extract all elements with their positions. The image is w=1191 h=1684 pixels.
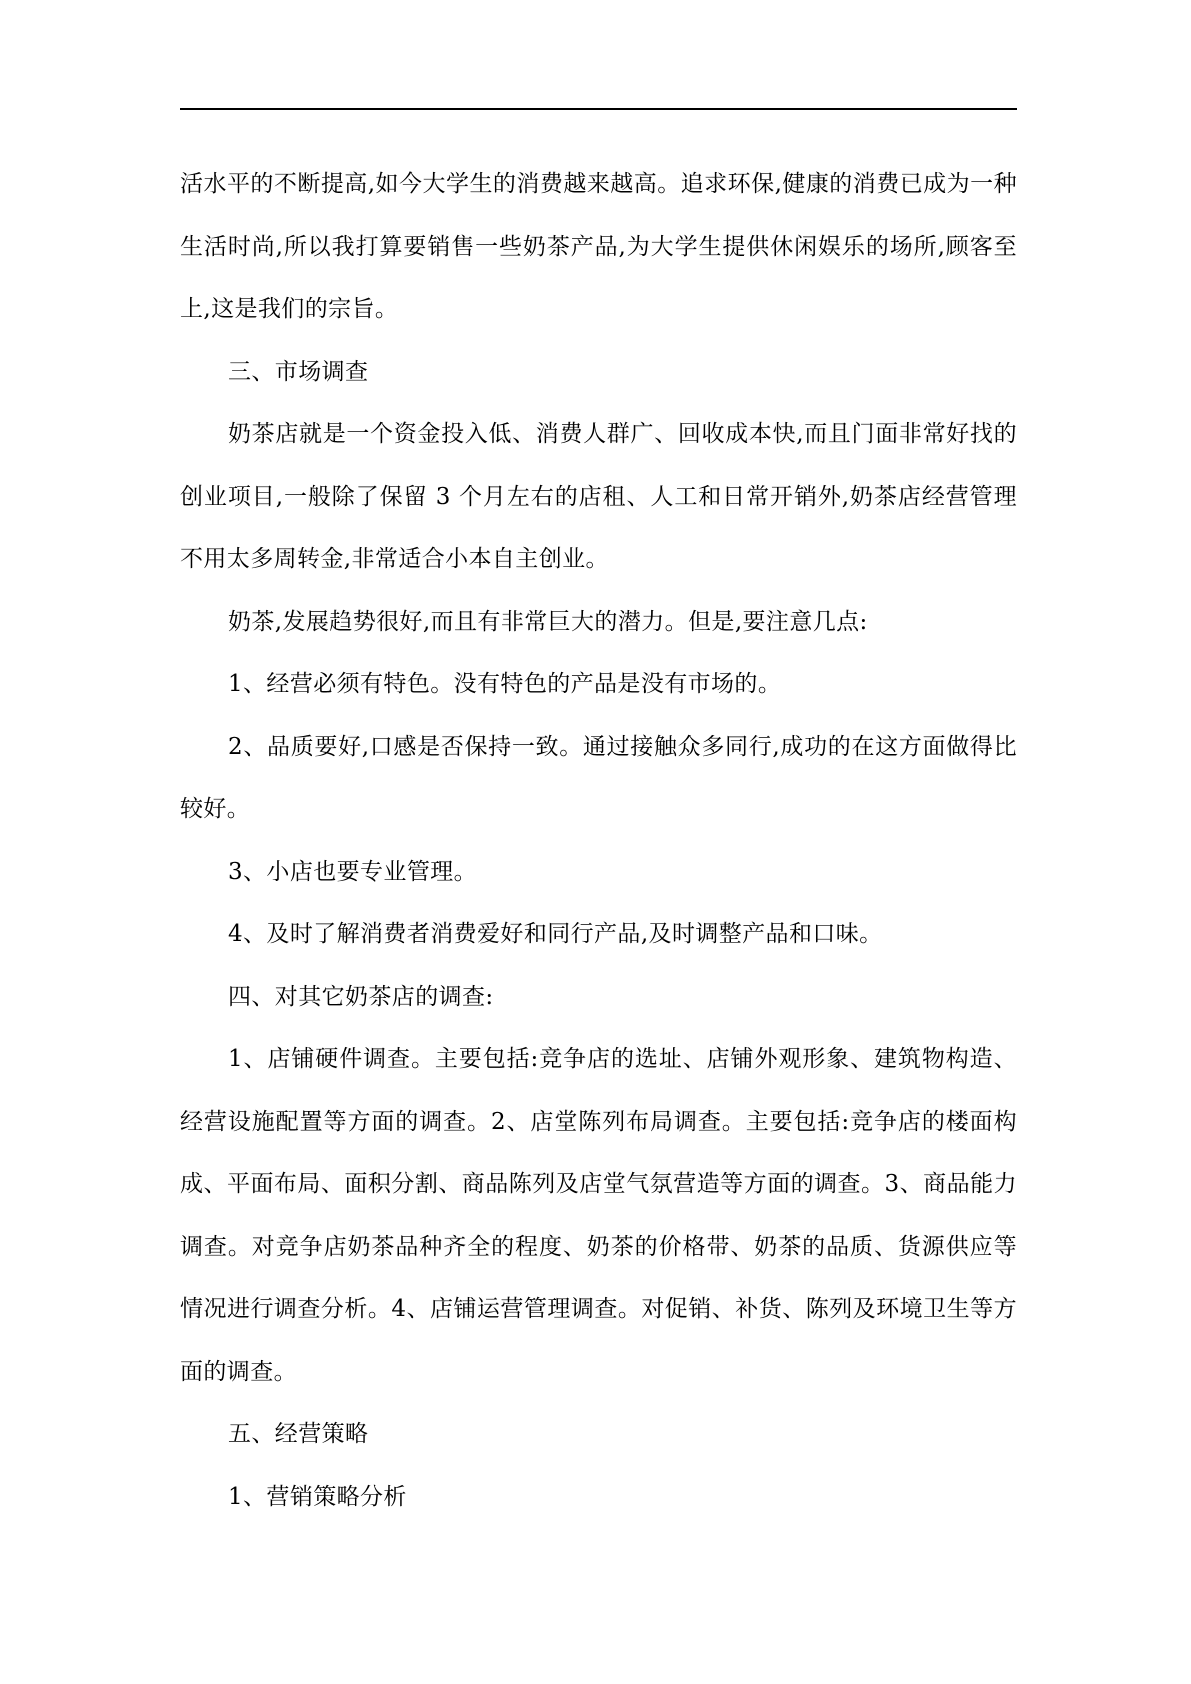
subheading-marketing-strategy: 1、营销策略分析 — [228, 1483, 407, 1510]
list-item-3: 3、小店也要专业管理。 — [228, 858, 478, 885]
list-item-1: 1、经营必须有特色。没有特色的产品是没有市场的。 — [228, 671, 782, 697]
heading-business-strategy: 五、经营策略 — [228, 1421, 369, 1447]
heading-market-survey: 三、市场调查 — [228, 358, 369, 385]
paragraph-milk-tea-shop-intro: 奶茶店就是一个资金投入低、消费人群广、回收成本快,而且门面非常好找的创业项目,一般除了保留 3 个月左右的店租、人工和日常开销外,奶茶店经营管理不用太多周转金,非常适合小本自主创业。 — [180, 421, 1017, 572]
document-body — [180, 153, 1017, 1528]
list-item-4: 4、及时了解消费者消费爱好和同行产品,及时调整产品和口味。 — [228, 921, 883, 947]
header-rule — [180, 108, 1017, 110]
paragraph-development-trend: 奶茶,发展趋势很好,而且有非常巨大的潜力。但是,要注意几点: — [228, 608, 868, 635]
heading-competitor-survey: 四、对其它奶茶店的调查: — [228, 983, 494, 1010]
paragraph-competitor-survey-details: 1、店铺硬件调查。主要包括:竞争店的选址、店铺外观形象、建筑物构造、经营设施配置等方面的调查。2、店堂陈列布局调查。主要包括:竞争店的楼面构成、平面布局、面积分割、商品陈列及店堂气氛营造等方面的调查。3、商品能力调查。对竞争店奶茶品种齐全的程度、奶茶的价格带、奶茶的品质、货源供应等情况进行调查分析。4、店铺运营管理调查。对促销、补货、陈列及环境卫生等方面的调查。 — [180, 1046, 1017, 1385]
list-item-2: 2、品质要好,口感是否保持一致。通过接触众多同行,成功的在这方面做得比较好。 — [180, 733, 1017, 822]
paragraph-consumption-trend: 活水平的不断提高,如今大学生的消费越来越高。追求环保,健康的消费已成为一种生活时尚,所以我打算要销售一些奶茶产品,为大学生提供休闲娱乐的场所,顾客至上,这是我们的宗旨。 — [180, 171, 1017, 322]
